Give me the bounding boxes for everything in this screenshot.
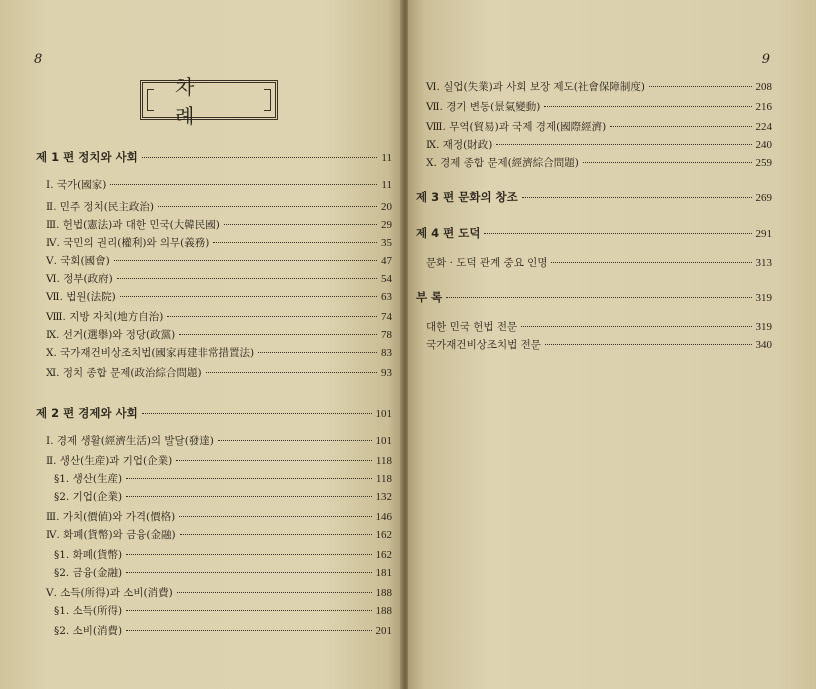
toc-leader-dots [126,478,372,479]
toc-entry [426,320,772,334]
toc-entry-label: 국가재건비상조치법 전문 [426,339,541,351]
toc-part-entry [416,290,772,305]
toc-entry [46,236,392,250]
right-page [408,0,816,689]
toc-entry-label: Ⅶ. 경기 변동(景氣變動) [426,101,541,113]
toc-leader-dots [114,260,377,261]
toc-entry [46,366,392,380]
toc-entry-label: Ⅳ. 화폐(貨幣)와 금융(金融) [46,529,176,541]
toc-entry-page: 188 [375,605,392,617]
toc-entry-page: 35 [381,237,392,249]
toc-entry-page: 63 [381,291,392,303]
toc-leader-dots [126,572,371,573]
toc-leader-dots [177,592,372,593]
toc-leader-dots [180,534,372,535]
toc-part-entry [416,226,772,241]
toc-entry-label: §2. 기업(企業) [54,491,123,503]
toc-entry-label: §1. 소득(所得) [54,605,123,617]
toc-leader-dots [126,610,371,611]
toc-entry-label: Ⅸ. 선거(選擧)와 정당(政黨) [46,329,176,341]
toc-entry-label: 대한 민국 헌법 전문 [426,321,518,333]
toc-leader-dots [544,106,751,107]
toc-entry-label: Ⅴ. 국회(國會) [46,255,110,267]
toc-entry [46,510,392,524]
toc-leader-dots [521,326,751,327]
toc-entry-label: §1. 생산(生産) [54,473,123,485]
toc-leader-dots [446,297,751,298]
toc-entry [426,80,772,94]
toc-leader-dots [218,440,372,441]
toc-entry-label: Ⅺ. 정치 종합 문제(政治綜合問題) [46,367,202,379]
toc-entry-page: 118 [375,455,392,467]
toc-entry-page: 201 [375,625,392,637]
toc-entry [426,156,772,170]
toc-leader-dots [120,296,377,297]
toc-leader-dots [583,162,752,163]
toc-entry-label: Ⅶ. 법원(法院) [46,291,116,303]
toc-entry-page: 224 [755,121,772,133]
toc-entry-label: Ⅵ. 정부(政府) [46,273,113,285]
toc-title: 차 례 [140,80,278,120]
toc-entry [54,548,392,562]
toc-entry-page: 269 [755,192,772,204]
toc-leader-dots [142,413,372,414]
toc-entry [46,178,392,192]
toc-leader-dots [206,372,377,373]
toc-entry [426,100,772,114]
toc-entry [54,624,392,638]
toc-entry [54,566,392,580]
toc-leader-dots [176,460,372,461]
toc-leader-dots [551,262,751,263]
toc-entry-label: Ⅰ. 경제 생활(經濟生活)의 발달(發達) [46,435,214,447]
page-number-left: 8 [34,52,43,67]
toc-entry-page: 83 [381,347,392,359]
toc-entry-page: 188 [375,587,392,599]
toc-entry [54,604,392,618]
toc-entry [426,256,772,270]
toc-entry [46,254,392,268]
toc-leader-dots [126,554,371,555]
toc-entry-page: 208 [755,81,772,93]
toc-entry-label: 부 록 [416,290,443,304]
toc-leader-dots [126,630,371,631]
toc-entry-label: Ⅰ. 국가(國家) [46,179,107,191]
toc-entry-page: 20 [381,201,392,213]
toc-leader-dots [522,197,752,198]
toc-part-entry [36,150,392,165]
toc-entry-page: 54 [381,273,392,285]
toc-entry-page: 162 [375,549,392,561]
toc-entry-label: Ⅱ. 생산(生産)과 기업(企業) [46,455,173,467]
toc-leader-dots [649,86,752,87]
page-number-right: 9 [761,52,770,67]
toc-part-entry [36,406,392,421]
toc-entry-page: 319 [755,321,772,333]
toc-entry [46,434,392,448]
toc-leader-dots [610,126,751,127]
toc-entry-page: 319 [755,292,772,304]
toc-entry [426,138,772,152]
toc-entry-page: 101 [375,435,392,447]
toc-entry-label: §2. 소비(消費) [54,625,123,637]
toc-leader-dots [258,352,377,353]
toc-entry-label: Ⅷ. 지방 자치(地方自治) [46,311,164,323]
toc-entry-page: 181 [375,567,392,579]
toc-entry-page: 313 [755,257,772,269]
toc-entry [46,310,392,324]
toc-entry [46,586,392,600]
toc-leader-dots [167,316,377,317]
toc-entry [46,290,392,304]
toc-entry-label: Ⅸ. 재정(財政) [426,139,493,151]
toc-leader-dots [126,496,371,497]
toc-entry-page: 259 [755,157,772,169]
toc-entry-label: Ⅹ. 경제 종합 문제(經濟綜合問題) [426,157,579,169]
toc-leader-dots [142,157,378,158]
toc-entry [426,120,772,134]
toc-entry-page: 93 [381,367,392,379]
toc-entry [54,490,392,504]
left-page [0,0,404,689]
toc-leader-dots [110,184,377,185]
toc-leader-dots [117,278,377,279]
toc-entry-page: 74 [381,311,392,323]
toc-entry [46,272,392,286]
toc-entry-label: 제 3 편 문화의 창조 [416,190,518,204]
toc-entry-label: Ⅷ. 무역(貿易)과 국제 경제(國際經濟) [426,121,607,133]
toc-leader-dots [545,344,752,345]
toc-entry-page: 162 [375,529,392,541]
toc-entry-label: Ⅵ. 실업(失業)과 사회 보장 제도(社會保障制度) [426,81,645,93]
toc-leader-dots [179,334,377,335]
toc-entry [46,528,392,542]
toc-leader-dots [158,206,377,207]
toc-entry-label: Ⅲ. 가치(價値)와 가격(價格) [46,511,176,523]
toc-entry [46,218,392,232]
toc-entry [46,454,392,468]
toc-leader-dots [496,144,751,145]
toc-entry-page: 78 [381,329,392,341]
toc-leader-dots [484,233,751,234]
toc-entry-page: 146 [375,511,392,523]
toc-entry-page: 11 [381,152,392,164]
toc-entry-label: 문화 · 도덕 관계 중요 인명 [426,257,548,269]
toc-entry-label: 제 4 편 도덕 [416,226,481,240]
toc-entry-page: 216 [755,101,772,113]
toc-entry [426,338,772,352]
toc-entry-page: 101 [375,408,392,420]
toc-entry-label: Ⅲ. 헌법(憲法)과 대한 민국(大韓民國) [46,219,220,231]
toc-entry-page: 291 [755,228,772,240]
toc-entry-page: 11 [381,179,392,191]
toc-entry-label: Ⅹ. 국가재건비상조치법(國家再建非常措置法) [46,347,255,359]
toc-leader-dots [213,242,377,243]
toc-entry-page: 29 [381,219,392,231]
toc-entry-label: 제 1 편 정치와 사회 [36,150,138,164]
toc-entry [46,328,392,342]
toc-leader-dots [179,516,371,517]
toc-entry-label: §1. 화폐(貨幣) [54,549,123,561]
toc-part-entry [416,190,772,205]
toc-entry [46,200,392,214]
toc-entry [54,472,392,486]
toc-entry-page: 340 [755,339,772,351]
toc-entry-label: §2. 금융(金融) [54,567,123,579]
toc-entry-label: 제 2 편 경제와 사회 [36,406,138,420]
toc-entry [46,346,392,360]
toc-entry-page: 132 [375,491,392,503]
toc-leader-dots [224,224,377,225]
toc-entry-page: 240 [755,139,772,151]
toc-entry-label: Ⅴ. 소득(所得)과 소비(消費) [46,587,173,599]
toc-entry-page: 47 [381,255,392,267]
toc-entry-label: Ⅱ. 민주 정치(民主政治) [46,201,154,213]
toc-entry-page: 118 [375,473,392,485]
toc-entry-label: Ⅳ. 국민의 권리(權利)와 의무(義務) [46,237,210,249]
